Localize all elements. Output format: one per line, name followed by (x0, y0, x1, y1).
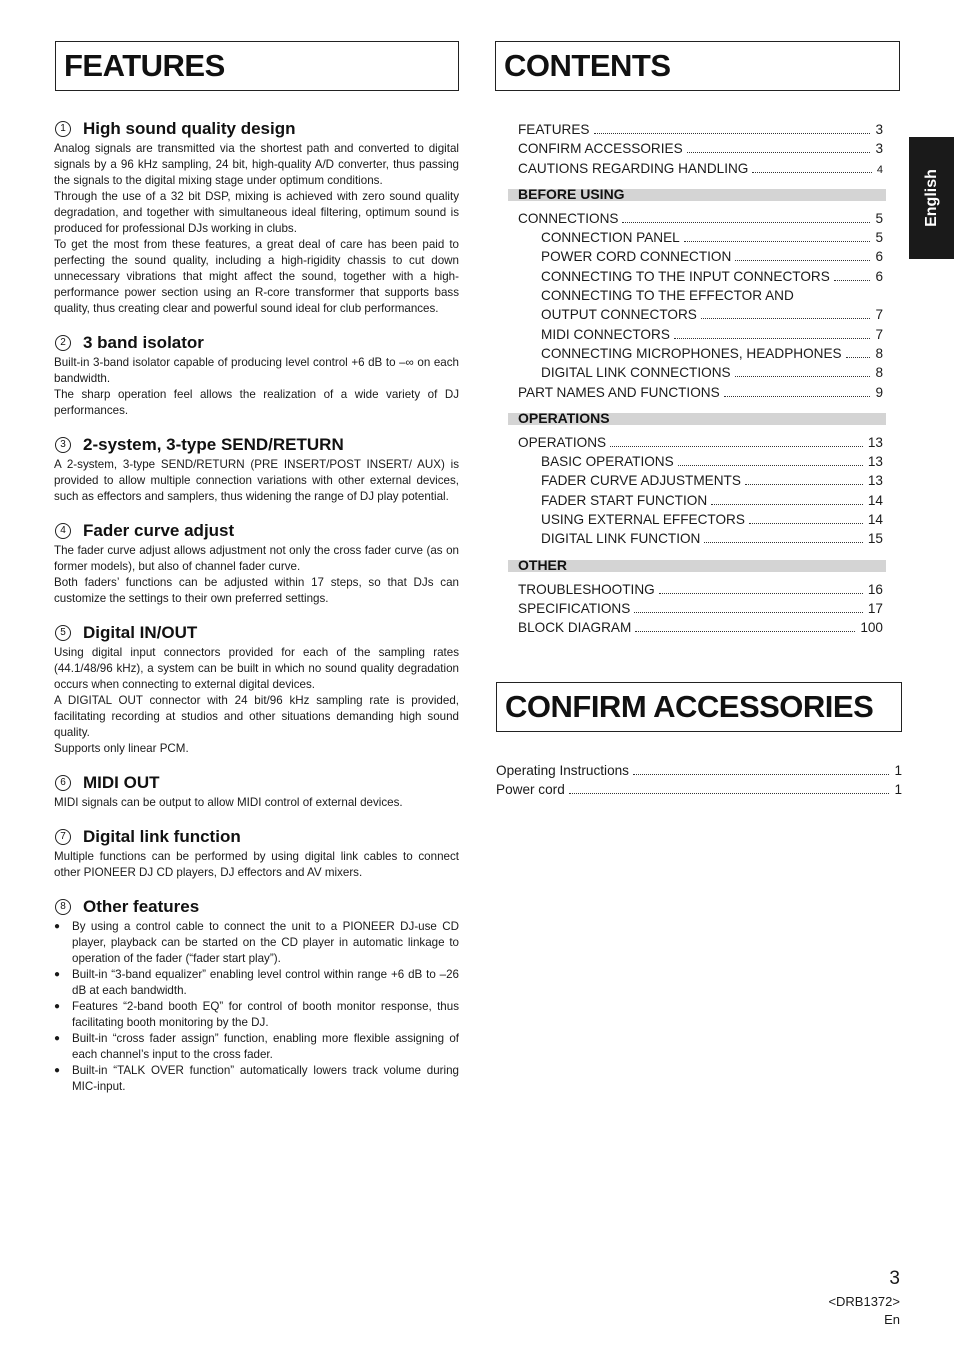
language-code: En (884, 1312, 900, 1327)
feature-paragraph: Through the use of a 32 bit DSP, mixing is achieved with zero sound quality degradation, and together with simultaneous ideal filtering, optimum sound is produced for professional DJs working in clubs. (54, 190, 459, 235)
feature-heading (54, 519, 459, 543)
feature-heading-text: High sound quality design (83, 119, 296, 138)
toc-entry (518, 618, 883, 637)
toc-page-number: 9 (875, 384, 883, 400)
toc-label: TROUBLESHOOTING (518, 581, 655, 597)
feature-body (54, 457, 459, 505)
feature-heading-text: Other features (83, 897, 200, 916)
table-of-contents (518, 120, 883, 638)
feature-heading-text: MIDI OUT (83, 773, 160, 792)
feature-paragraph: The fader curve adjust allows adjustment not only the cross fader curve (as on former models), but also of channel fader curve. (54, 544, 459, 573)
toc-section-title: OTHER (518, 556, 567, 573)
toc-leader-dots (610, 446, 863, 447)
accessory-label: Operating Instructions (496, 763, 629, 778)
toc-page-number: 14 (867, 512, 883, 528)
toc-label: CONNECTING TO THE EFFECTOR AND (541, 288, 794, 304)
feature-body (54, 543, 459, 607)
toc-leader-dots (711, 504, 863, 505)
toc-page-number: 13 (867, 434, 883, 450)
toc-label: CONNECTIONS (518, 210, 619, 226)
toc-page-number: 8 (875, 365, 883, 381)
toc-label: BLOCK DIAGRAM (518, 620, 632, 636)
toc-entry (518, 491, 883, 510)
toc-leader-dots (659, 593, 863, 594)
toc-entry (518, 344, 883, 363)
feature-paragraph: A 2-system, 3-type SEND/RETURN (PRE INSERT/POST INSERT/ AUX) is provided to allow multiple connection variations with other external devices, such as effectors and samplers, thus widening the range of DJ play potential. (54, 458, 459, 503)
toc-leader-dots (752, 172, 872, 173)
feature-number: 5 (55, 625, 71, 641)
toc-entry (518, 529, 883, 548)
toc-leader-dots (735, 260, 870, 261)
toc-page-number: 6 (875, 268, 883, 284)
toc-entry (518, 247, 883, 266)
feature-heading (54, 825, 459, 849)
toc-page-number: 17 (867, 600, 883, 616)
toc-section-title: BEFORE USING (518, 185, 625, 202)
feature-heading (54, 895, 459, 919)
feature-body (54, 355, 459, 419)
feature-bullet: ● Built-in “TALK OVER function” automatically lowers track volume during MIC-input. (54, 1063, 459, 1095)
toc-page-number: 6 (875, 249, 883, 265)
contents-title: CONTENTS (495, 41, 900, 91)
features-title: FEATURES (55, 41, 459, 91)
feature-heading (54, 331, 459, 355)
feature-heading-text: 3 band isolator (83, 333, 204, 352)
toc-leader-dots (745, 484, 863, 485)
feature-heading (54, 771, 459, 795)
toc-entry (518, 363, 883, 382)
toc-leader-dots (846, 357, 871, 358)
toc-page-number: 5 (875, 210, 883, 226)
toc-leader-dots (735, 376, 871, 377)
toc-entry (518, 209, 883, 228)
toc-label: DIGITAL LINK FUNCTION (541, 531, 701, 547)
feature-item (54, 771, 459, 811)
feature-item (54, 117, 459, 317)
accessory-item (496, 780, 902, 799)
toc-leader-dots (724, 396, 871, 397)
toc-label: FADER CURVE ADJUSTMENTS (541, 473, 741, 489)
feature-paragraph: Built-in 3-band isolator capable of producing level control +6 dB to –∞ on each bandwidth. (54, 356, 459, 385)
toc-page-number: 7 (875, 326, 883, 342)
toc-leader-dots (701, 318, 871, 319)
feature-heading-text: Digital link function (83, 827, 241, 846)
feature-paragraph: Supports only linear PCM. (54, 742, 189, 755)
document-code: <DRB1372> (828, 1294, 900, 1309)
feature-heading (54, 117, 459, 141)
feature-bullet: ● By using a control cable to connect the unit to a PIONEER DJ-use CD player, playback can be started on the CD player in automatic linkage to operation of the fader (“fader start play”). (54, 919, 459, 967)
feature-heading-text: Fader curve adjust (83, 521, 235, 540)
toc-page-number: 3 (875, 122, 883, 137)
feature-number: 2 (55, 335, 71, 351)
toc-entry (518, 120, 883, 139)
accessory-quantity: 1 (894, 782, 902, 798)
toc-entry (518, 580, 883, 599)
feature-item (54, 825, 459, 881)
toc-entry (518, 510, 883, 529)
feature-heading (54, 621, 459, 645)
language-tab-label: English (922, 169, 940, 227)
toc-section-header (508, 409, 886, 426)
feature-heading-text: 2-system, 3-type SEND/RETURN (83, 435, 344, 454)
feature-item (54, 519, 459, 607)
confirm-accessories-title: CONFIRM ACCESSORIES (496, 682, 902, 732)
toc-section-title: OPERATIONS (518, 409, 610, 426)
feature-paragraph: Using digital input connectors provided for each of the sampling rates (44.1/48/96 kHz), a system can be built in which no sound quality degradation occurs when connecting to external digital devices. (54, 646, 459, 691)
toc-section-header (508, 556, 886, 573)
toc-leader-dots (687, 152, 871, 153)
toc-leader-dots (674, 338, 871, 339)
toc-entry (518, 286, 883, 305)
feature-body (54, 849, 459, 881)
feature-number: 8 (55, 899, 71, 915)
toc-label: BASIC OPERATIONS (541, 454, 674, 470)
toc-label: OPERATIONS (518, 434, 607, 450)
footer-code (828, 1293, 900, 1329)
toc-label: SPECIFICATIONS (518, 600, 631, 616)
toc-page-number: 16 (867, 581, 883, 597)
toc-page-number: 3 (875, 141, 883, 157)
toc-leader-dots (684, 241, 871, 242)
toc-leader-dots (635, 631, 855, 632)
feature-bullet: ● Built-in “3-band equalizer” enabling level control within range +6 dB to –26 dB at each bandwidth. (54, 967, 459, 999)
toc-label: USING EXTERNAL EFFECTORS (541, 512, 745, 528)
toc-label: CONNECTING MICROPHONES, HEADPHONES (541, 345, 842, 361)
page-number: 3 (889, 1268, 900, 1289)
toc-entry (518, 267, 883, 286)
toc-label: POWER CORD CONNECTION (541, 249, 732, 265)
toc-label: MIDI CONNECTORS (541, 326, 670, 342)
toc-entry (518, 139, 883, 158)
feature-body (54, 141, 459, 317)
toc-entry (518, 452, 883, 471)
toc-label: CONNECTING TO THE INPUT CONNECTORS (541, 268, 830, 284)
feature-heading (54, 433, 459, 457)
toc-label: PART NAMES AND FUNCTIONS (518, 384, 720, 400)
accessory-label: Power cord (496, 782, 565, 798)
feature-heading-text: Digital IN/OUT (83, 623, 198, 642)
feature-bullet: ● Features “2-band booth EQ” for control of booth monitor response, thus facilitating booth monitoring by the DJ. (54, 999, 459, 1031)
feature-bullet-list (54, 919, 459, 1095)
feature-bullet: ● Built-in “cross fader assign” function, enabling more flexible assigning of each channel’s input to the cross fader. (54, 1031, 459, 1063)
accessory-leader-dots (569, 793, 890, 794)
toc-entry (518, 383, 883, 402)
language-tab (909, 137, 954, 259)
feature-number: 1 (55, 121, 71, 137)
toc-page-number: 14 (867, 492, 883, 508)
accessory-quantity: 1 (894, 763, 902, 778)
accessory-leader-dots (633, 774, 889, 775)
feature-body (54, 919, 459, 1095)
toc-label: CAUTIONS REGARDING HANDLING (518, 160, 749, 176)
toc-entry (518, 159, 883, 178)
toc-leader-dots (594, 133, 871, 134)
toc-section-header (508, 185, 886, 202)
feature-paragraph: MIDI signals can be output to allow MIDI control of external devices. (54, 796, 403, 809)
toc-page-number: 7 (875, 307, 883, 323)
features-list (54, 117, 459, 1109)
toc-label: DIGITAL LINK CONNECTIONS (541, 365, 731, 381)
toc-leader-dots (634, 612, 863, 613)
feature-item (54, 331, 459, 419)
feature-paragraph: Both faders’ functions can be adjusted within 17 steps, so that DJs can customize the settings to their own preferred settings. (54, 576, 459, 605)
toc-leader-dots (749, 523, 863, 524)
toc-page-number: 5 (875, 230, 883, 246)
toc-entry (518, 471, 883, 490)
toc-label: FADER START FUNCTION (541, 492, 708, 508)
toc-entry (518, 599, 883, 618)
toc-page-number: 15 (867, 531, 883, 547)
feature-number: 3 (55, 437, 71, 453)
toc-leader-dots (834, 280, 871, 281)
feature-number: 7 (55, 829, 71, 845)
toc-entry (518, 433, 883, 452)
toc-entry (518, 305, 883, 324)
feature-item (54, 621, 459, 757)
toc-entry (518, 228, 883, 247)
feature-paragraph: A DIGITAL OUT connector with 24 bit/96 kHz sampling rate is provided, facilitating recording at studios and other situations demanding high sound quality. (54, 694, 459, 739)
toc-leader-dots (678, 465, 863, 466)
feature-item (54, 895, 459, 1095)
feature-paragraph: Analog signals are transmitted via the shortest path and converted to digital signals by a 96 kHz sampling, 24 bit, high-quality A/D converter, thus passing the signals to the digital mixing stage under optimum conditions. (54, 142, 459, 187)
accessory-item (496, 761, 902, 780)
feature-paragraph: Multiple functions can be performed by using digital link cables to connect other PIONEER DJ CD players, DJ effectors and AV mixers. (54, 850, 459, 879)
toc-page-number: 4 (876, 163, 883, 176)
toc-label: CONFIRM ACCESSORIES (518, 141, 683, 157)
toc-leader-dots (622, 222, 870, 223)
toc-label: FEATURES (518, 122, 590, 137)
toc-page-number: 13 (867, 473, 883, 489)
accessories-list (496, 761, 902, 800)
feature-item (54, 433, 459, 505)
feature-number: 4 (55, 523, 71, 539)
toc-page-number: 13 (867, 454, 883, 470)
feature-number: 6 (55, 775, 71, 791)
toc-page-number: 100 (860, 620, 883, 636)
toc-page-number: 8 (875, 345, 883, 361)
toc-label: CONNECTION PANEL (541, 230, 680, 246)
feature-paragraph: To get the most from these features, a great deal of care has been paid to perfecting the sound quality, including a high-rigidity chassis to cut down unnecessary vibrations that might affect the sound, together with a high-performance power section using an R-core transformer that supports bass quality, thus creating clear and powerful sound ideal for club performances. (54, 238, 459, 315)
toc-section-spacer (518, 572, 883, 580)
feature-body (54, 795, 459, 811)
toc-label: OUTPUT CONNECTORS (541, 307, 697, 323)
feature-body (54, 645, 459, 757)
feature-paragraph: The sharp operation feel allows the realization of a wide variety of DJ performances. (54, 388, 459, 417)
toc-entry (518, 325, 883, 344)
toc-leader-dots (704, 542, 863, 543)
